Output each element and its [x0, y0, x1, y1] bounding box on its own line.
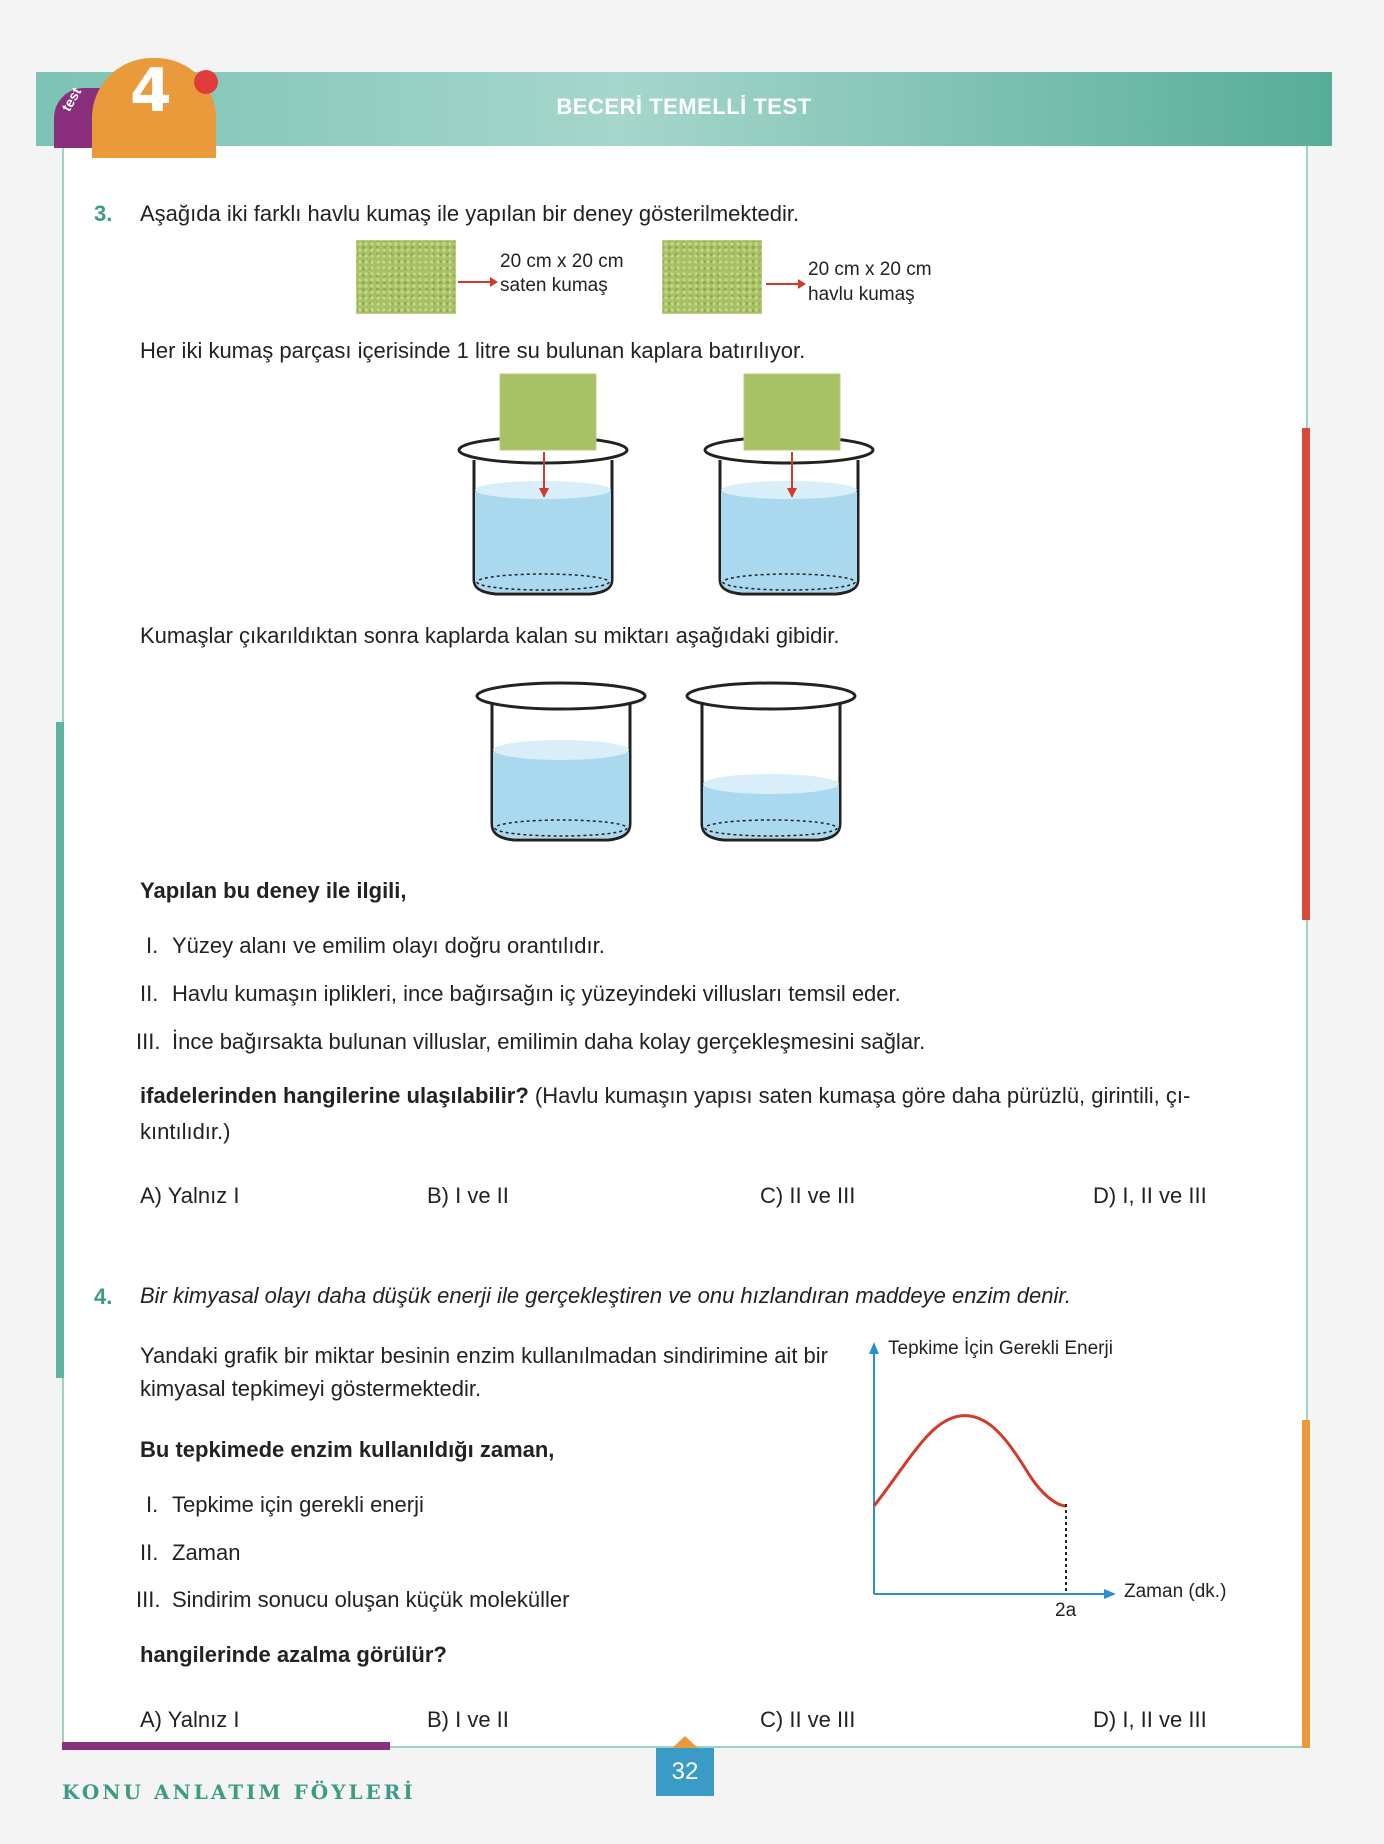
beaker-left [459, 374, 627, 594]
question-4-definition: Bir kimyasal olayı daha düşük enerji ile gerçekleştiren ve onu hızlandıran maddeye enzim denir. [140, 1283, 1072, 1308]
statement-text: İnce bağırsakta bulunan villuslar, emilimin daha kolay gerçekleşmesini sağlar. [172, 1029, 926, 1054]
left-accent-bar [56, 722, 64, 1378]
statement-num: I. [146, 933, 159, 958]
fabric1-size: 20 cm x 20 cm [500, 251, 624, 272]
q4-option-d[interactable]: D) I, II ve III [1093, 1707, 1207, 1732]
statement-text: Havlu kumaşın iplikleri, ince bağırsağın iç yüzeyindeki villusları temsil eder. [172, 981, 901, 1006]
question-4-desc-1: Yandaki grafik bir miktar besinin enzim kullanılmadan sindirimine ait bir [140, 1343, 828, 1368]
question-3-number: 3. [94, 201, 113, 226]
question-4-number: 4. [94, 1284, 113, 1309]
statement-text: Sindirim sonucu oluşan küçük moleküller [172, 1587, 570, 1612]
q3-option-c[interactable]: C) II ve III [760, 1183, 856, 1208]
beaker-after-right [687, 683, 855, 840]
statement-num: III. [136, 1587, 161, 1612]
footer-series-title: KONU ANLATIM FÖYLERİ [62, 1780, 416, 1804]
beakers-after-diagram [470, 676, 880, 846]
badge-dot [194, 70, 218, 94]
q4-option-a[interactable]: A) Yalnız I [140, 1707, 240, 1732]
header-title: BECERİ TEMELLİ TEST [556, 94, 812, 119]
beakers-with-fabric-diagram [440, 370, 900, 600]
statement-text: Zaman [172, 1540, 241, 1565]
saten-fabric-image [356, 240, 456, 314]
q4-option-b[interactable]: B) I ve II [427, 1707, 509, 1732]
graph-xtick: 2a [1055, 1600, 1077, 1621]
question-3-step3: Kumaşlar çıkarıldıktan sonra kaplarda kalan su miktarı aşağıdaki gibidir. [140, 623, 840, 648]
q4-option-c[interactable]: C) II ve III [760, 1707, 856, 1732]
graph-ylabel: Tepkime İçin Gerekli Enerji [888, 1338, 1113, 1359]
right-accent-bar-red [1302, 428, 1310, 920]
q3-option-b[interactable]: B) I ve II [427, 1183, 509, 1208]
graph-xlabel: Zaman (dk.) [1124, 1581, 1227, 1602]
page-number: 32 [656, 1748, 714, 1796]
fabric2-name: havlu kumaş [808, 284, 915, 305]
question-4-prompt: hangilerinde azalma görülür? [140, 1642, 447, 1667]
question-4-desc-2: kimyasal tepkimeyi göstermektedir. [140, 1376, 482, 1401]
energy-curve [874, 1416, 1066, 1506]
q3-option-a[interactable]: A) Yalnız I [140, 1183, 240, 1208]
statement-text: Yüzey alanı ve emilim olayı doğru orantılıdır. [172, 933, 605, 958]
question-3-intro: Aşağıda iki farklı havlu kumaş ile yapılan bir deney gösterilmektedir. [140, 201, 800, 226]
question-3-lead: Yapılan bu deney ile ilgili, [140, 878, 407, 903]
statement-text: Tepkime için gerekli enerji [172, 1492, 424, 1517]
statement-num: II. [140, 1540, 159, 1565]
question-4-lead: Bu tepkimede enzim kullanıldığı zaman, [140, 1437, 555, 1462]
beaker-right [705, 374, 873, 594]
question-3-note: (Havlu kumaşın yapısı saten kumaşa göre daha pürüzlü, girintili, çı- [528, 1083, 1191, 1108]
arrow-icon [456, 270, 498, 294]
test-tag-label: test [58, 84, 85, 114]
question-3-prompt [140, 1079, 1250, 1113]
fabric2-size: 20 cm x 20 cm [808, 259, 932, 280]
havlu-fabric-image [662, 240, 762, 314]
question-3-step2: Her iki kumaş parçası içerisinde 1 litre su bulunan kaplara batırılıyor. [140, 338, 806, 363]
beaker-after-left [477, 683, 645, 840]
fabric1-name: saten kumaş [500, 275, 608, 296]
statement-num: III. [136, 1029, 161, 1054]
footer-line [62, 1742, 390, 1750]
test-number: 4 [130, 56, 172, 126]
q3-option-d[interactable]: D) I, II ve III [1093, 1183, 1207, 1208]
arrow-icon [764, 272, 806, 296]
question-3-prompt-bold: ifadelerinden hangilerine ulaşılabilir? [140, 1083, 529, 1108]
header-bar [36, 72, 1332, 146]
right-accent-bar-orange [1302, 1420, 1310, 1748]
statement-num: I. [146, 1492, 159, 1517]
question-3-note-cont: kıntılıdır.) [140, 1119, 231, 1144]
statement-num: II. [140, 981, 159, 1006]
